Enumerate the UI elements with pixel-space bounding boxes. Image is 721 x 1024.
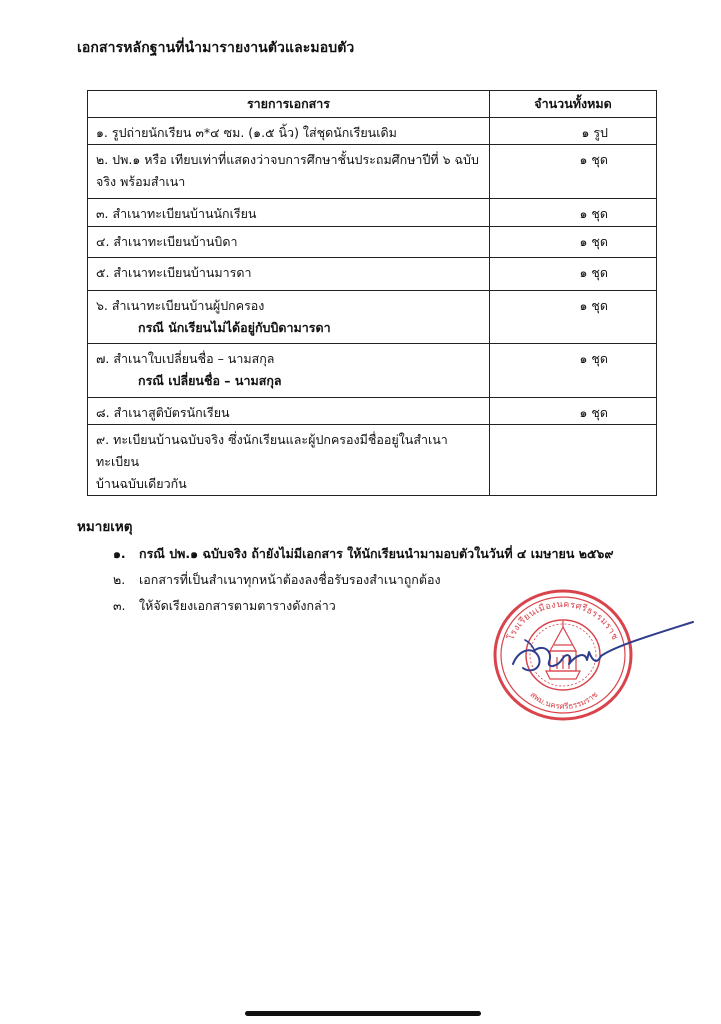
row-item [88, 425, 490, 496]
row-qty: ๑ ชุด [490, 398, 657, 425]
row-item-text: ๗. สำเนาใบเปลี่ยนชื่อ – นามสกุล [96, 351, 275, 366]
seal-text-top: โรงเรียนเมืองนครศรีธรรมราช [506, 599, 620, 642]
page-title: เอกสารหลักฐานที่นำมารายงานตัวและมอบตัว [77, 40, 355, 56]
header-item: รายการเอกสาร [88, 91, 490, 118]
row-qty: ๑ ชุด [490, 258, 657, 291]
row-item [88, 227, 490, 258]
row-item [88, 199, 490, 227]
row-qty: ๑ ชุด [490, 199, 657, 227]
table-row [88, 227, 657, 258]
row-item-text: ๓. สำเนาทะเบียนบ้านนักเรียน [96, 206, 257, 221]
row-item [88, 145, 490, 199]
row-item-condition: กรณี เปลี่ยนชื่อ – นามสกุล [138, 373, 282, 388]
home-indicator[interactable] [245, 1011, 481, 1016]
row-item [88, 258, 490, 291]
row-qty: ๑ ชุด [490, 145, 657, 199]
table-row [88, 145, 657, 199]
row-item-condition: กรณี นักเรียนไม่ได้อยู่กับบิดามารดา [138, 320, 331, 335]
row-item-text: ๘. สำเนาสูติบัตรนักเรียน [96, 405, 230, 420]
note-text: กรณี ปพ.๑ ฉบับจริง ถ้ายังไม่มีเอกสาร ให้นักเรียนนำมามอบตัวในวันที่ ๔ เมษายน ๒๕๖๙ [139, 546, 614, 561]
row-qty [490, 425, 657, 496]
table-header-row [88, 91, 657, 118]
row-item [88, 344, 490, 398]
row-item [88, 118, 490, 145]
row-qty: ๑ รูป [490, 118, 657, 145]
table-row [88, 199, 657, 227]
note-number: ๓. [113, 598, 126, 613]
row-qty: ๑ ชุด [490, 344, 657, 398]
row-item [88, 291, 490, 344]
row-item-text: ๖. สำเนาทะเบียนบ้านผู้ปกครอง [96, 298, 265, 313]
row-qty: ๑ ชุด [490, 291, 657, 344]
row-item-text: ๔. สำเนาทะเบียนบ้านบิดา [96, 234, 238, 249]
signature [505, 612, 700, 682]
row-item-text-cont: บ้านฉบับเดียวกัน [96, 476, 187, 491]
table-row [88, 398, 657, 425]
row-item-text: ๙. ทะเบียนบ้านฉบับจริง ซึ่งนักเรียนและผู้ปกครองมีชื่ออยู่ในสำเนาทะเบียน [96, 432, 448, 469]
seal-text-bottom: สพม.นครศรีธรรมราช [528, 690, 600, 712]
note-number: ๒. [113, 572, 126, 587]
note-number: ๑. [113, 546, 126, 561]
note-text: เอกสารที่เป็นสำเนาทุกหน้าต้องลงชื่อรับรองสำเนาถูกต้อง [139, 572, 441, 587]
row-item-text-cont: จริง พร้อมสำเนา [96, 174, 186, 189]
row-qty: ๑ ชุด [490, 227, 657, 258]
row-item-text: ๕. สำเนาทะเบียนบ้านมารดา [96, 265, 252, 280]
note-text: ให้จัดเรียงเอกสารตามตารางดังกล่าว [139, 598, 336, 613]
note-item [113, 542, 693, 568]
table-row [88, 344, 657, 398]
table-row [88, 425, 657, 496]
notes-heading: หมายเหตุ [77, 519, 133, 535]
table-row [88, 291, 657, 344]
row-item-text: ๒. ปพ.๑ หรือ เทียบเท่าที่แสดงว่าจบการศึกษาชั้นประถมศึกษาปีที่ ๖ ฉบับ [96, 152, 479, 167]
table-row [88, 118, 657, 145]
table-row [88, 258, 657, 291]
row-item [88, 398, 490, 425]
documents-table [87, 90, 657, 496]
header-qty: จำนวนทั้งหมด [490, 91, 657, 118]
row-item-text: ๑. รูปถ่ายนักเรียน ๓*๔ ซม. (๑.๕ นิ้ว) ใส่ชุดนักเรียนเดิม [96, 125, 397, 140]
